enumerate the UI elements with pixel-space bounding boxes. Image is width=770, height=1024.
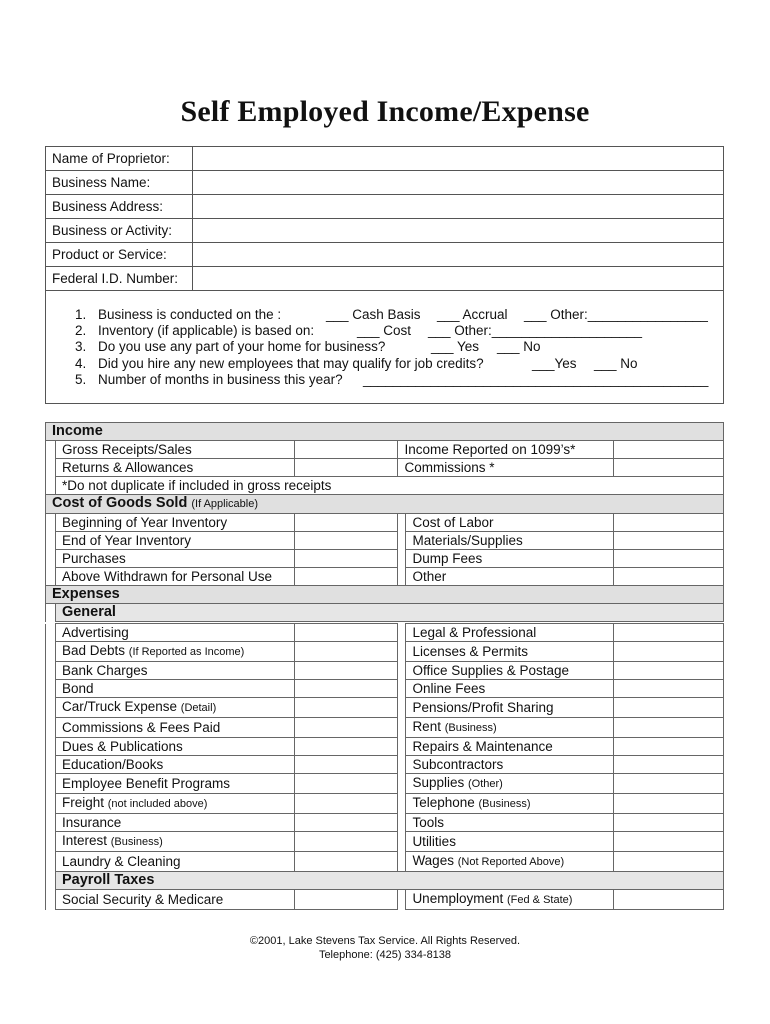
cogs-amount-dump-fees[interactable] (614, 550, 724, 568)
cogs-label-beginning-inventory: Beginning of Year Inventory (55, 514, 294, 532)
expense-label-text: Bank Charges (61, 663, 148, 678)
expense-label-text: Tools (412, 815, 444, 830)
unemployment-amount[interactable] (614, 890, 724, 910)
expense-label-text: Insurance (61, 815, 122, 830)
expense-label-note: (If Reported as Income) (128, 646, 245, 658)
expense-label-l-4 (55, 698, 294, 718)
expense-amount-left[interactable] (294, 642, 398, 662)
expense-label-text: Education/Books (61, 757, 164, 772)
info-label-business-activity: Business or Activity: (46, 219, 193, 243)
row-gap (398, 624, 406, 642)
cogs-header-label: Cost of Goods Sold (52, 495, 188, 511)
expense-amount-left[interactable] (294, 662, 398, 680)
row-gap (398, 718, 406, 738)
expense-amount-right[interactable] (614, 698, 724, 718)
commissions-label: Commissions * (398, 459, 614, 477)
row-gap (398, 852, 406, 872)
expense-label-text: Pensions/Profit Sharing (412, 700, 554, 715)
row-gap (398, 680, 406, 698)
cogs-label-materials-supplies: Materials/Supplies (406, 532, 614, 550)
expense-row (46, 738, 724, 756)
row-gap (398, 738, 406, 756)
expense-label-r-8 (406, 774, 614, 794)
expense-rows-table (45, 623, 724, 910)
expense-amount-left[interactable] (294, 852, 398, 872)
row-indent (46, 642, 56, 662)
row-indent (46, 718, 56, 738)
expense-label-l-3 (55, 680, 294, 698)
expense-amount-right[interactable] (614, 814, 724, 832)
expense-label-note: (Detail) (180, 702, 217, 714)
expense-label-note: (Business) (478, 798, 531, 810)
footer (0, 934, 770, 962)
expense-amount-right[interactable] (614, 718, 724, 738)
expense-label-r-6 (406, 738, 614, 756)
row-indent (46, 698, 56, 718)
expense-label-note: (not included above) (107, 798, 208, 810)
expense-label-text: Car/Truck Expense (61, 699, 178, 714)
expense-label-r-11 (406, 832, 614, 852)
row-gap (398, 642, 406, 662)
q4-text: Did you hire any new employees that may qualify for job credits? (98, 356, 484, 371)
q3-text: Do you use any part of your home for business? (98, 339, 386, 354)
expense-rows-body (46, 624, 724, 910)
expense-row (46, 756, 724, 774)
expense-label-r-1 (406, 642, 614, 662)
expense-label-text: Laundry & Cleaning (61, 854, 181, 869)
expense-label-l-6 (55, 738, 294, 756)
expense-amount-right[interactable] (614, 738, 724, 756)
expense-label-r-12 (406, 852, 614, 872)
row-indent (46, 756, 56, 774)
unemployment-label (406, 890, 614, 910)
expense-label-l-10 (55, 814, 294, 832)
expense-label-l-7 (55, 756, 294, 774)
expense-row (46, 698, 724, 718)
telephone-text: Telephone: (425) 334-8138 (318, 949, 452, 961)
expense-amount-right[interactable] (614, 852, 724, 872)
expense-row (46, 794, 724, 814)
expense-row (46, 814, 724, 832)
business-name-field[interactable] (193, 171, 724, 195)
q2-text: Inventory (if applicable) is based on: (98, 323, 315, 338)
cogs-label-dump-fees: Dump Fees (406, 550, 614, 568)
cogs-amount-withdrawn-personal[interactable] (294, 568, 398, 586)
expenses-section-header: Expenses (46, 586, 724, 604)
cogs-amount-end-inventory[interactable] (294, 532, 398, 550)
income-section-header: Income (46, 423, 724, 441)
expense-label-text: Commissions & Fees Paid (61, 720, 221, 735)
unemployment-label-note: (Fed & State) (507, 894, 573, 906)
q3-number: 3. (75, 339, 87, 354)
q3-yes[interactable]: ___ Yes (431, 339, 480, 354)
cogs-section-header (46, 495, 724, 514)
returns-allowances-amount[interactable] (294, 459, 398, 477)
row-gap (398, 698, 406, 718)
expense-row (46, 718, 724, 738)
expense-label-l-0 (55, 624, 294, 642)
expense-label-text: Interest (61, 833, 107, 848)
expense-label-text: Freight (61, 795, 104, 810)
expense-label-l-11 (55, 832, 294, 852)
expense-label-note: (Business) (444, 722, 497, 734)
q2-cost[interactable]: ___ Cost (357, 323, 412, 338)
proprietor-field[interactable] (193, 147, 724, 171)
social-security-label: Social Security & Medicare (55, 890, 294, 910)
expense-amount-left[interactable] (294, 698, 398, 718)
row-indent (46, 872, 56, 890)
q5-number: 5. (75, 372, 87, 387)
cogs-amount-cost-of-labor[interactable] (614, 514, 724, 532)
info-label-proprietor: Name of Proprietor: (46, 147, 193, 171)
row-gap (398, 814, 406, 832)
row-indent (46, 624, 56, 642)
info-label-business-address: Business Address: (46, 195, 193, 219)
cogs-amount-other[interactable] (614, 568, 724, 586)
row-gap (398, 832, 406, 852)
expense-row (46, 624, 724, 642)
expense-amount-right[interactable] (614, 794, 724, 814)
expense-label-text: Rent (412, 719, 441, 734)
returns-allowances-label: Returns & Allowances (55, 459, 294, 477)
row-indent (46, 852, 56, 872)
expense-row (46, 642, 724, 662)
payroll-subheader-row (46, 872, 724, 890)
cogs-label-end-inventory: End of Year Inventory (55, 532, 294, 550)
cogs-header-note: (If Applicable) (191, 498, 259, 510)
expense-row (46, 774, 724, 794)
cogs-label-withdrawn-personal: Above Withdrawn for Personal Use (55, 568, 294, 586)
payroll-row (46, 890, 724, 910)
business-activity-field[interactable] (193, 219, 724, 243)
expense-amount-right[interactable] (614, 756, 724, 774)
expense-row (46, 852, 724, 872)
expense-amount-left[interactable] (294, 738, 398, 756)
questions-box (45, 290, 724, 404)
row-indent (46, 890, 56, 910)
expense-label-text: Bad Debts (61, 643, 126, 658)
row-indent (46, 794, 56, 814)
expense-label-text: Legal & Professional (412, 625, 537, 640)
row-gap (398, 756, 406, 774)
q1-text: Business is conducted on the : (98, 307, 282, 322)
q1-accrual[interactable]: ___ Accrual (437, 307, 508, 322)
expense-amount-left[interactable] (294, 624, 398, 642)
expense-label-r-7 (406, 756, 614, 774)
info-label-federal-id: Federal I.D. Number: (46, 267, 193, 291)
q3-no[interactable]: ___ No (497, 339, 541, 354)
expense-amount-right[interactable] (614, 832, 724, 852)
info-label-business-name: Business Name: (46, 171, 193, 195)
income-1099-label: Income Reported on 1099’s* (398, 441, 614, 459)
payroll-taxes-subheader: Payroll Taxes (55, 872, 723, 890)
q1-number: 1. (75, 307, 87, 322)
proprietor-info-table (45, 146, 724, 291)
q2-other[interactable]: ___ Other:____________________ (428, 323, 642, 338)
cogs-amount-purchases[interactable] (294, 550, 398, 568)
expense-label-text: Online Fees (412, 681, 486, 696)
expense-label-text: Subcontractors (412, 757, 504, 772)
gross-receipts-label: Gross Receipts/Sales (55, 441, 294, 459)
expense-label-r-3 (406, 680, 614, 698)
unemployment-label-text: Unemployment (412, 891, 504, 906)
info-label-product-service: Product or Service: (46, 243, 193, 267)
expense-label-text: Wages (412, 853, 454, 868)
expense-label-text: Dues & Publications (61, 739, 183, 754)
q4-number: 4. (75, 356, 87, 371)
expense-label-l-1 (55, 642, 294, 662)
business-address-field[interactable] (193, 195, 724, 219)
expense-label-r-10 (406, 814, 614, 832)
row-indent (46, 662, 56, 680)
gross-receipts-amount[interactable] (294, 441, 398, 459)
expense-label-l-12 (55, 852, 294, 872)
expense-amount-left[interactable] (294, 774, 398, 794)
expense-amount-left[interactable] (294, 718, 398, 738)
row-gap (398, 774, 406, 794)
expense-label-text: Telephone (412, 795, 475, 810)
expense-amount-left[interactable] (294, 832, 398, 852)
expense-label-text: Advertising (61, 625, 129, 640)
cogs-label-cost-of-labor: Cost of Labor (406, 514, 614, 532)
q4-yes[interactable]: ___Yes (532, 356, 577, 371)
social-security-amount[interactable] (294, 890, 398, 910)
expense-label-r-0 (406, 624, 614, 642)
expense-amount-right[interactable] (614, 774, 724, 794)
income-note: *Do not duplicate if included in gross receipts (55, 477, 723, 495)
expense-label-l-9 (55, 794, 294, 814)
row-indent (46, 680, 56, 698)
expense-amount-left[interactable] (294, 794, 398, 814)
cogs-amount-beginning-inventory[interactable] (294, 514, 398, 532)
q2-number: 2. (75, 323, 87, 338)
expense-label-note: (Not Reported Above) (457, 856, 565, 868)
expense-label-text: Employee Benefit Programs (61, 776, 231, 791)
expense-amount-left[interactable] (294, 756, 398, 774)
copyright-text: ©2001, Lake Stevens Tax Service. All Rights Reserved. (249, 935, 521, 947)
expense-label-r-5 (406, 718, 614, 738)
row-gap (398, 794, 406, 814)
cogs-label-other: Other (406, 568, 614, 586)
expense-label-l-2 (55, 662, 294, 680)
q4-no[interactable]: ___ No (594, 356, 638, 371)
product-service-field[interactable] (193, 243, 724, 267)
expense-label-l-8 (55, 774, 294, 794)
page-title: Self Employed Income/Expense (180, 95, 590, 128)
row-gap (398, 662, 406, 680)
expense-label-r-9 (406, 794, 614, 814)
expense-label-text: Utilities (412, 834, 456, 849)
row-indent (46, 774, 56, 794)
federal-id-field[interactable] (193, 267, 724, 291)
income-1099-amount[interactable] (614, 441, 724, 459)
expense-amount-left[interactable] (294, 680, 398, 698)
q5-text: Number of months in business this year? (98, 372, 343, 387)
expense-label-text: Office Supplies & Postage (412, 663, 570, 678)
expense-label-text: Bond (61, 681, 94, 696)
q5-months-line[interactable]: ______________________________________________ (363, 372, 709, 387)
expense-label-note: (Business) (110, 836, 163, 848)
expense-row (46, 662, 724, 680)
cogs-label-purchases: Purchases (55, 550, 294, 568)
expense-amount-right[interactable] (614, 624, 724, 642)
expense-label-text: Licenses & Permits (412, 644, 528, 659)
expense-label-text: Supplies (412, 775, 465, 790)
row-indent (46, 832, 56, 852)
q1-other[interactable]: ___ Other:________________ (524, 307, 708, 322)
row-indent (46, 738, 56, 756)
expense-label-r-2 (406, 662, 614, 680)
expense-row (46, 680, 724, 698)
row-indent (46, 814, 56, 832)
expense-amount-right[interactable] (614, 680, 724, 698)
income-expense-grid (45, 422, 724, 622)
expense-label-l-5 (55, 718, 294, 738)
commissions-amount[interactable] (614, 459, 724, 477)
q1-cash-basis[interactable]: ___ Cash Basis (326, 307, 421, 322)
cogs-amount-materials-supplies[interactable] (614, 532, 724, 550)
expense-amount-right[interactable] (614, 642, 724, 662)
expense-label-text: Repairs & Maintenance (412, 739, 553, 754)
expense-label-r-4 (406, 698, 614, 718)
expense-amount-left[interactable] (294, 814, 398, 832)
expense-amount-right[interactable] (614, 662, 724, 680)
expense-row (46, 832, 724, 852)
row-gap (398, 890, 406, 910)
expense-label-note: (Other) (468, 778, 503, 790)
general-subheader: General (55, 604, 723, 622)
